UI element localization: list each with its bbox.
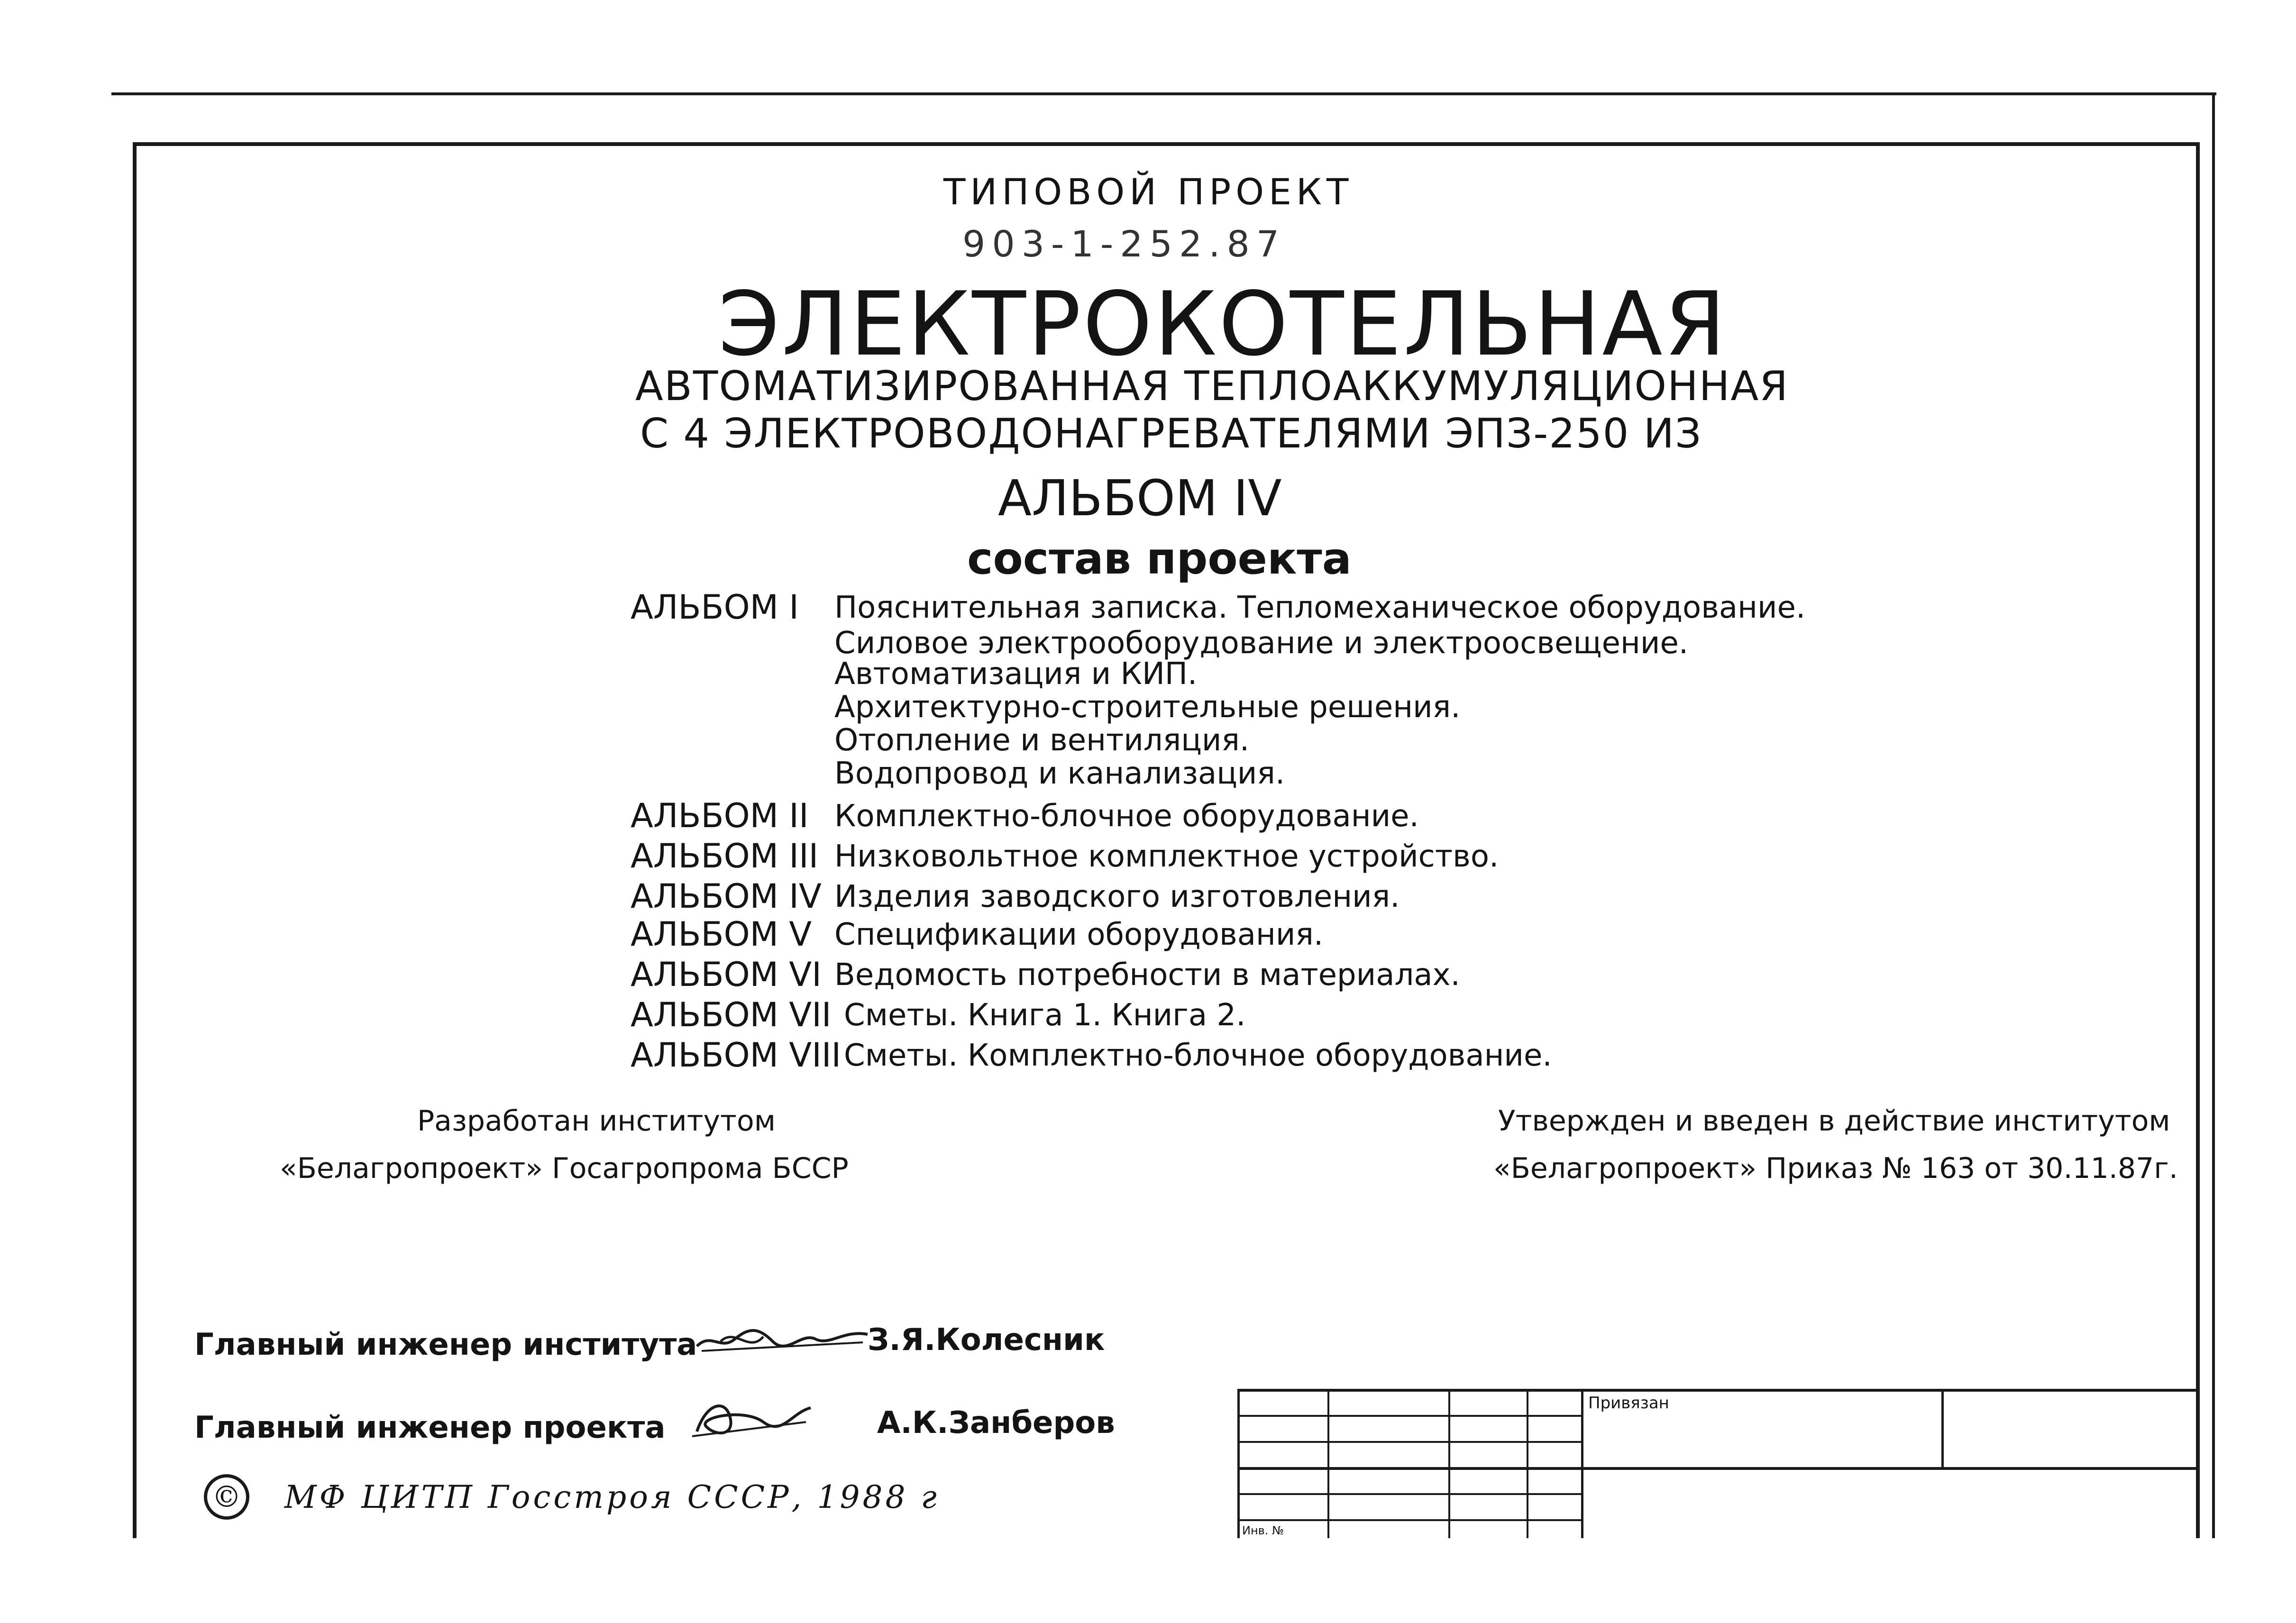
album-3-label: АЛЬБОМ III [631, 837, 819, 875]
stamp-bound-label: Привязан [1588, 1394, 1669, 1413]
approval-line-2: «Белагропроект» Приказ № 163 от 30.11.87г. [1493, 1152, 2178, 1185]
stamp-row-1 [1237, 1415, 1583, 1417]
album-8-label: АЛЬБОМ VIII [631, 1036, 842, 1075]
stamp-row-3 [1237, 1467, 2200, 1470]
handwritten-signature-1 [692, 1313, 872, 1365]
right-trim-line [2212, 92, 2215, 1538]
album-2-label: АЛЬБОМ II [631, 796, 809, 835]
album-1-label: АЛЬБОМ I [631, 588, 799, 627]
album-5-label: АЛЬБОМ V [631, 915, 812, 954]
stamp-col-3 [1527, 1389, 1528, 1538]
album-1-line-1: Пояснительная записка. Тепломеханическое оборудование. [834, 590, 1806, 625]
album-title: АЛЬБОМ IV [998, 469, 1282, 527]
stamp-row-2 [1237, 1441, 1583, 1443]
subtitle-line-2: С 4 ЭЛЕКТРОВОДОНАГРЕВАТЕЛЯМИ ЭПЗ-250 ИЗ [640, 410, 1702, 457]
album-1-line-6: Водопровод и канализация. [834, 756, 1285, 791]
signature-role-1: Главный инженер института [194, 1327, 697, 1362]
main-title: ЭЛЕКТРОКОТЕЛЬНАЯ [718, 273, 1728, 375]
project-code: 903-1-252.87 [962, 223, 1286, 265]
signature-role-2: Главный инженер проекта [194, 1410, 666, 1445]
project-label: ТИПОВОЙ ПРОЕКТ [943, 171, 1354, 213]
copyright-icon: © [204, 1474, 249, 1520]
album-1-line-3: Автоматизация и КИП. [834, 656, 1198, 692]
album-1-line-5: Отопление и вентиляция. [834, 723, 1250, 758]
stamp-col-4 [1581, 1389, 1583, 1538]
stamp-col-1 [1327, 1389, 1329, 1538]
subtitle-line-1: АВТОМАТИЗИРОВАННАЯ ТЕПЛОАККУМУЛЯЦИОННАЯ [635, 363, 1789, 410]
album-8-line-1: Сметы. Комплектно-блочное оборудование. [844, 1038, 1552, 1073]
top-trim-line [111, 92, 2216, 95]
stamp-col-5 [1941, 1389, 1944, 1469]
frame-top [133, 142, 2200, 146]
album-6-line-1: Ведомость потребности в материалах. [834, 957, 1460, 993]
stamp-left [1237, 1389, 1240, 1538]
developer-line-1: Разработан институтом [417, 1104, 776, 1138]
album-6-label: АЛЬБОМ VI [631, 955, 822, 994]
stamp-row-4 [1237, 1493, 1583, 1495]
frame-right [2196, 142, 2200, 1538]
album-4-line-1: Изделия заводского изготовления. [834, 879, 1400, 914]
stamp-row-5 [1237, 1519, 1583, 1521]
handwritten-signature-2 [687, 1389, 820, 1446]
developer-line-2: «Белагропроект» Госагропрома БССР [280, 1152, 849, 1185]
stamp-col-2 [1448, 1389, 1450, 1538]
album-1-line-2: Силовое электрооборудование и электроосвещение. [834, 626, 1689, 661]
album-7-label: АЛЬБОМ VII [631, 995, 832, 1034]
stamp-top [1237, 1389, 2200, 1392]
signature-name-1: З.Я.Колесник [868, 1322, 1105, 1358]
approval-line-1: Утвержден и введен в действие институтом [1498, 1104, 2170, 1138]
stamp-inv-label: Инв. № [1242, 1524, 1284, 1537]
composition-title: состав проекта [967, 533, 1352, 584]
album-7-line-1: Сметы. Книга 1. Книга 2. [844, 998, 1246, 1033]
album-3-line-1: Низковольтное комплектное устройство. [834, 839, 1499, 874]
album-4-label: АЛЬБОМ IV [631, 877, 822, 916]
copyright-text: МФ ЦИТП Госстроя СССР, 1988 г [284, 1479, 940, 1515]
signature-name-2: А.К.Занберов [877, 1405, 1115, 1441]
album-5-line-1: Спецификации оборудования. [834, 917, 1324, 952]
album-1-line-4: Архитектурно-строительные решения. [834, 690, 1461, 725]
album-2-line-1: Комплектно-блочное оборудование. [834, 799, 1419, 834]
frame-left [133, 142, 137, 1538]
